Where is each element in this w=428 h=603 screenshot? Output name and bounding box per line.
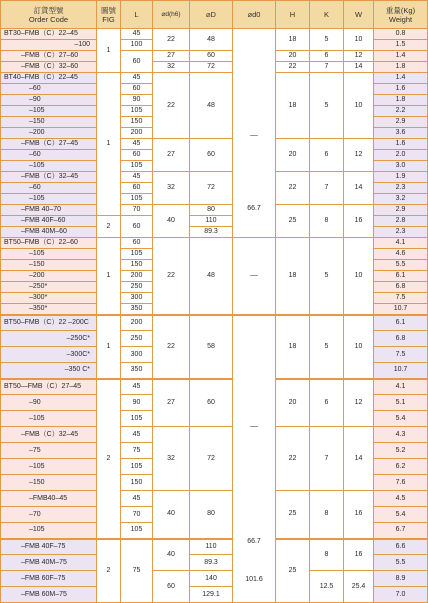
dh6-cell: 22 — [153, 315, 190, 379]
W-cell: 16 — [344, 539, 374, 571]
D-cell: 48 — [190, 73, 233, 139]
K-cell: 5 — [310, 29, 344, 51]
order-code: –FMB（C）32–60 — [1, 62, 97, 73]
order-code: –350 C* — [1, 363, 97, 379]
table-row — [1, 491, 428, 507]
fig-cell: 1 — [97, 73, 121, 216]
weight-cell: 1.6 — [374, 84, 428, 95]
order-code: –FMB（C）32–45 — [1, 172, 97, 183]
dh6-cell: 22 — [153, 238, 190, 315]
length-cell: 105 — [121, 459, 153, 475]
order-code: BT30–FMB（C）22–45 — [1, 29, 97, 40]
order-code: –300C* — [1, 347, 97, 363]
length-cell: 105 — [121, 161, 153, 172]
weight-cell: 6.8 — [374, 331, 428, 347]
length-cell: 45 — [121, 73, 153, 84]
weight-cell: 6.6 — [374, 539, 428, 555]
order-code: –FMB 40M–60 — [1, 227, 97, 238]
weight-cell: 4.1 — [374, 238, 428, 249]
D-cell: 80 — [190, 205, 233, 216]
weight-cell: 7.6 — [374, 475, 428, 491]
length-cell: 45 — [121, 379, 153, 395]
weight-cell: 2.9 — [374, 117, 428, 128]
table-row — [1, 29, 428, 40]
H-cell: 22 — [276, 62, 310, 73]
K-cell: 5 — [310, 73, 344, 139]
W-cell: 12 — [344, 379, 374, 427]
fig-cell: 1 — [97, 315, 121, 379]
D-cell: 110 — [190, 539, 233, 555]
weight-cell: 3.0 — [374, 161, 428, 172]
K-cell: 7 — [310, 427, 344, 491]
weight-cell: 10.7 — [374, 304, 428, 315]
order-code: –90 — [1, 395, 97, 411]
W-cell: 16 — [344, 491, 374, 539]
order-code: BT50–FMB（C）22 –200C — [1, 315, 97, 331]
D-cell: 60 — [190, 139, 233, 172]
order-code: –FMB 60F–75 — [1, 571, 97, 587]
dh6-cell: 22 — [153, 73, 190, 139]
order-code: –150 — [1, 260, 97, 271]
order-code: –FMB 40F–60 — [1, 216, 97, 227]
weight-cell: 1.4 — [374, 73, 428, 84]
table-row — [1, 238, 428, 249]
length-cell: 70 — [121, 507, 153, 523]
weight-cell: 1.8 — [374, 62, 428, 73]
table-row — [1, 139, 428, 150]
length-cell: 200 — [121, 128, 153, 139]
W-cell: 10 — [344, 29, 374, 51]
order-code: –FMB（C）27–60 — [1, 51, 97, 62]
weight-cell: 5.2 — [374, 443, 428, 459]
H-cell: 22 — [276, 172, 310, 205]
table-row — [1, 539, 428, 555]
table-row — [1, 172, 428, 183]
length-cell: 45 — [121, 172, 153, 183]
table-row — [1, 51, 428, 62]
header-D: ⌀D — [190, 1, 233, 29]
table-row — [1, 379, 428, 395]
order-code: –FMB 40–70 — [1, 205, 97, 216]
H-cell: 20 — [276, 51, 310, 62]
weight-cell: 10.7 — [374, 363, 428, 379]
order-code: –FMB 60M–75 — [1, 587, 97, 603]
H-cell: 22 — [276, 427, 310, 491]
length-cell: 60 — [121, 150, 153, 161]
d0-cell: –– — [233, 238, 276, 315]
length-cell: 150 — [121, 475, 153, 491]
order-code: –105 — [1, 459, 97, 475]
W-cell: 10 — [344, 238, 374, 315]
D-cell: 60 — [190, 379, 233, 427]
K-cell: 6 — [310, 379, 344, 427]
weight-cell: 6.7 — [374, 523, 428, 539]
D-cell: 72 — [190, 427, 233, 491]
weight-cell: 5.5 — [374, 260, 428, 271]
H-cell: 20 — [276, 379, 310, 427]
length-cell: 350 — [121, 363, 153, 379]
D-cell: 80 — [190, 491, 233, 539]
W-cell: 16 — [344, 205, 374, 238]
d0-cell: –– 66.7 101.6 — [233, 315, 276, 603]
table-row — [1, 315, 428, 331]
weight-cell: 5.4 — [374, 411, 428, 427]
weight-cell: 3.6 — [374, 128, 428, 139]
weight-cell: 3.2 — [374, 194, 428, 205]
fig-cell: 2 — [97, 379, 121, 539]
K-cell: 6 — [310, 139, 344, 172]
order-code: –105 — [1, 523, 97, 539]
weight-cell: 6.1 — [374, 315, 428, 331]
weight-cell: 1.6 — [374, 139, 428, 150]
header-row — [1, 1, 428, 29]
H-cell: 18 — [276, 29, 310, 51]
K-cell: 12.5 — [310, 571, 344, 603]
length-cell: 250 — [121, 282, 153, 293]
length-cell: 150 — [121, 117, 153, 128]
dh6-cell: 40 — [153, 205, 190, 238]
table-row — [1, 62, 428, 73]
order-code: –60 — [1, 183, 97, 194]
dh6-cell: 60 — [153, 571, 190, 603]
length-cell: 350 — [121, 304, 153, 315]
weight-cell: 6.8 — [374, 282, 428, 293]
order-code: –60 — [1, 150, 97, 161]
length-cell: 45 — [121, 491, 153, 507]
weight-cell: 2.8 — [374, 216, 428, 227]
D-cell: 60 — [190, 51, 233, 62]
dh6-cell: 27 — [153, 51, 190, 62]
weight-cell: 7.5 — [374, 347, 428, 363]
fig-cell: 2 — [97, 216, 121, 238]
H-cell: 20 — [276, 139, 310, 172]
length-cell: 90 — [121, 395, 153, 411]
weight-cell: 6.2 — [374, 459, 428, 475]
dh6-cell: 40 — [153, 539, 190, 571]
weight-cell: 7.0 — [374, 587, 428, 603]
order-code: –105 — [1, 106, 97, 117]
order-code: –FMB 40F–75 — [1, 539, 97, 555]
W-cell: 12 — [344, 139, 374, 172]
header-d0: ⌀d0 — [233, 1, 276, 29]
length-cell: 105 — [121, 106, 153, 117]
order-code: –200 — [1, 271, 97, 282]
order-code: –FMB40–45 — [1, 491, 97, 507]
order-code: BT50–FMB（C）22–60 — [1, 238, 97, 249]
order-code: –105 — [1, 161, 97, 172]
D-cell: 110 — [190, 216, 233, 227]
weight-cell: 2.9 — [374, 205, 428, 216]
order-code: –350* — [1, 304, 97, 315]
order-code: –105 — [1, 249, 97, 260]
header-L: L — [121, 1, 153, 29]
length-cell: 105 — [121, 249, 153, 260]
dh6-cell: 32 — [153, 427, 190, 491]
order-code: –250* — [1, 282, 97, 293]
length-cell: 75 — [121, 539, 153, 603]
order-code: –105 — [1, 194, 97, 205]
weight-cell: 2.0 — [374, 150, 428, 161]
W-cell: 14 — [344, 62, 374, 73]
weight-cell: 1.8 — [374, 95, 428, 106]
weight-cell: 7.5 — [374, 293, 428, 304]
H-cell: 18 — [276, 238, 310, 315]
order-code: BT50—FMB（C）27–45 — [1, 379, 97, 395]
H-cell: 18 — [276, 315, 310, 379]
weight-cell: 1.9 — [374, 172, 428, 183]
weight-cell: 4.5 — [374, 491, 428, 507]
order-code: –200 — [1, 128, 97, 139]
dh6-cell: 22 — [153, 29, 190, 51]
weight-cell: 5.4 — [374, 507, 428, 523]
order-code: –105 — [1, 411, 97, 427]
D-cell: 129.1 — [190, 587, 233, 603]
table-row — [1, 73, 428, 84]
weight-cell: 1.5 — [374, 40, 428, 51]
header-dh6: ⌀d(h6) — [153, 1, 190, 29]
order-code: –90 — [1, 95, 97, 106]
dh6-cell: 32 — [153, 172, 190, 205]
length-cell: 60 — [121, 51, 153, 73]
weight-cell: 2.2 — [374, 106, 428, 117]
order-code: –100 — [1, 40, 97, 51]
header-W: W — [344, 1, 374, 29]
d0-cell: –– 66.7 — [233, 29, 276, 238]
order-code: –250C* — [1, 331, 97, 347]
header-order-code: 訂貨型號 Order Code — [1, 1, 97, 29]
weight-cell: 4.6 — [374, 249, 428, 260]
order-code: –75 — [1, 443, 97, 459]
weight-cell: 4.1 — [374, 379, 428, 395]
K-cell: 5 — [310, 238, 344, 315]
D-cell: 140 — [190, 571, 233, 587]
fig-cell: 1 — [97, 29, 121, 73]
length-cell: 60 — [121, 84, 153, 95]
W-cell: 10 — [344, 73, 374, 139]
order-code: –300* — [1, 293, 97, 304]
header-weight: 重量(Kg) Weight — [374, 1, 428, 29]
H-cell: 25 — [276, 205, 310, 238]
K-cell: 7 — [310, 62, 344, 73]
order-code: –150 — [1, 475, 97, 491]
dh6-cell: 40 — [153, 491, 190, 539]
length-cell: 45 — [121, 427, 153, 443]
K-cell: 8 — [310, 539, 344, 571]
H-cell: 18 — [276, 73, 310, 139]
weight-cell: 5.1 — [374, 395, 428, 411]
order-code: –60 — [1, 84, 97, 95]
length-cell: 45 — [121, 139, 153, 150]
K-cell: 8 — [310, 491, 344, 539]
length-cell: 60 — [121, 183, 153, 194]
header-H: H — [276, 1, 310, 29]
dh6-cell: 27 — [153, 139, 190, 172]
weight-cell: 2.3 — [374, 183, 428, 194]
length-cell: 200 — [121, 271, 153, 282]
order-code: BT40–FMB（C）22–45 — [1, 73, 97, 84]
length-cell: 300 — [121, 293, 153, 304]
D-cell: 72 — [190, 62, 233, 73]
D-cell: 48 — [190, 238, 233, 315]
K-cell: 8 — [310, 205, 344, 238]
length-cell: 300 — [121, 347, 153, 363]
D-cell: 89.3 — [190, 555, 233, 571]
W-cell: 10 — [344, 315, 374, 379]
W-cell: 14 — [344, 172, 374, 205]
weight-cell: 8.9 — [374, 571, 428, 587]
weight-cell: 1.4 — [374, 51, 428, 62]
table-row — [1, 571, 428, 587]
length-cell: 105 — [121, 411, 153, 427]
H-cell: 25 — [276, 539, 310, 603]
fig-cell: 2 — [97, 539, 121, 603]
table-row — [1, 427, 428, 443]
W-cell: 25.4 — [344, 571, 374, 603]
fig-cell: 1 — [97, 238, 121, 315]
order-code: –FMB（C）32–45 — [1, 427, 97, 443]
length-cell: 90 — [121, 95, 153, 106]
D-cell: 48 — [190, 29, 233, 51]
header-K: K — [310, 1, 344, 29]
length-cell: 105 — [121, 523, 153, 539]
order-code: –150 — [1, 117, 97, 128]
length-cell: 60 — [121, 238, 153, 249]
weight-cell: 0.8 — [374, 29, 428, 40]
weight-cell: 5.5 — [374, 555, 428, 571]
order-code: –70 — [1, 507, 97, 523]
D-cell: 72 — [190, 172, 233, 205]
weight-cell: 2.3 — [374, 227, 428, 238]
order-code: –FMB（C）27–45 — [1, 139, 97, 150]
W-cell: 12 — [344, 51, 374, 62]
weight-cell: 6.1 — [374, 271, 428, 282]
length-cell: 70 — [121, 205, 153, 216]
length-cell: 60 — [121, 216, 153, 238]
dh6-cell: 32 — [153, 62, 190, 73]
D-cell: 89.3 — [190, 227, 233, 238]
order-code: –FMB 40M–75 — [1, 555, 97, 571]
length-cell: 150 — [121, 260, 153, 271]
header-fig: 圖號 FIG — [97, 1, 121, 29]
dh6-cell: 27 — [153, 379, 190, 427]
length-cell: 75 — [121, 443, 153, 459]
K-cell: 7 — [310, 172, 344, 205]
length-cell: 250 — [121, 331, 153, 347]
table-row — [1, 205, 428, 216]
length-cell: 100 — [121, 40, 153, 51]
D-cell: 58 — [190, 315, 233, 379]
W-cell: 14 — [344, 427, 374, 491]
K-cell: 6 — [310, 51, 344, 62]
length-cell: 45 — [121, 29, 153, 40]
weight-cell: 4.3 — [374, 427, 428, 443]
K-cell: 5 — [310, 315, 344, 379]
length-cell: 200 — [121, 315, 153, 331]
H-cell: 25 — [276, 491, 310, 539]
length-cell: 105 — [121, 194, 153, 205]
